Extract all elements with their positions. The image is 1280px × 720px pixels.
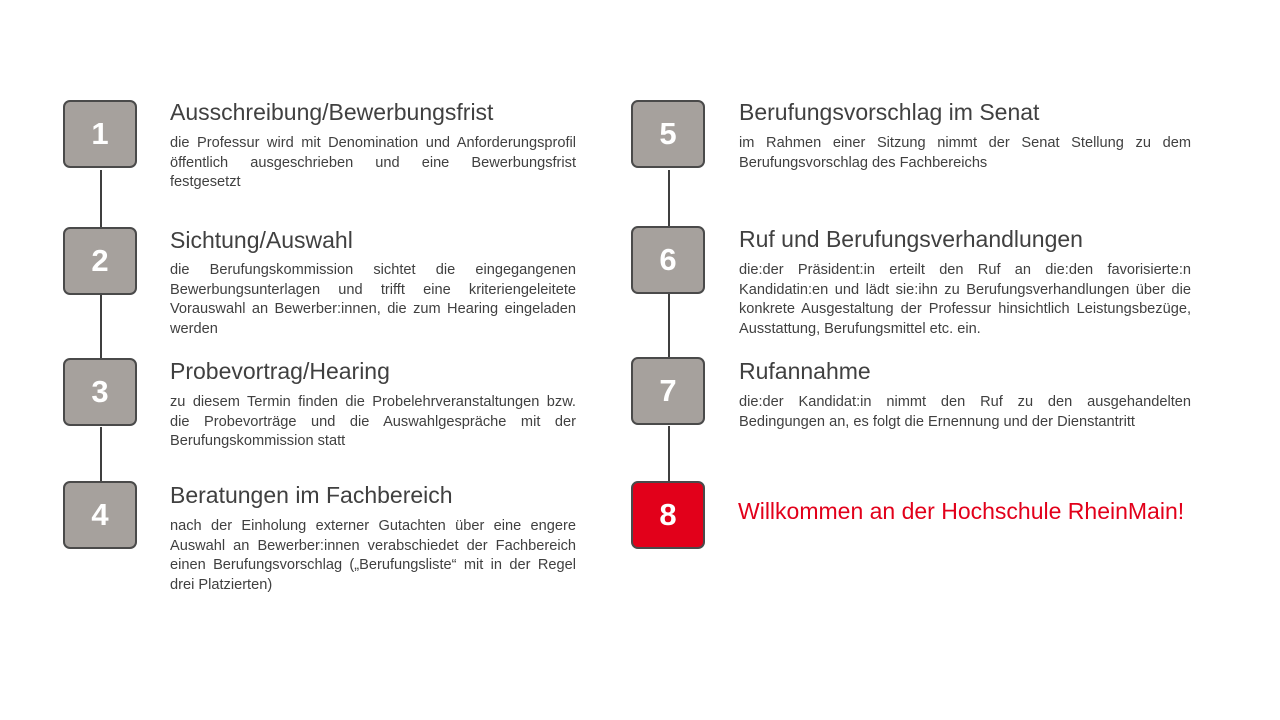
connector-6-7 [668, 294, 670, 357]
step-number-box-6: 6 [631, 226, 705, 294]
step-text-5: im Rahmen einer Sitzung nimmt der Senat Stellung zu dem Berufungsvorschlag des Fachbereichs [739, 135, 1191, 171]
step-title-4: Beratungen im Fachbereich [170, 482, 453, 508]
step-number-box-4: 4 [63, 481, 137, 549]
step-title-2: Sichtung/Auswahl [170, 227, 353, 253]
step-text-2: die Berufungskommission sichtet die eingegangenen Bewerbungsunterlagen und trifft eine kriteriengeleitete Vorauswahl an Bewerber:innen, die zum Hearing eingeladen werden [170, 262, 576, 337]
step-text-3: zu diesem Termin finden die Probelehrveranstaltungen bzw. die Probevorträge und die Auswahlgespräche mit der Berufungskommission statt [170, 394, 576, 450]
connector-7-8 [668, 426, 670, 481]
step-title-1: Ausschreibung/Bewerbungsfrist [170, 99, 494, 125]
step-number-box-5: 5 [631, 100, 705, 168]
step-title-3: Probevortrag/Hearing [170, 358, 390, 384]
connector-3-4 [100, 427, 102, 481]
step-number-box-2: 2 [63, 227, 137, 295]
connector-1-2 [100, 170, 102, 227]
step-text-4: nach der Einholung externer Gutachten über eine engere Auswahl an Bewerber:innen verabschiedet der Fachbereich einen Berufungsvorschlag („Berufungsliste“ mit in der Regel drei Platzierten) [170, 518, 576, 593]
step-title-5: Berufungsvorschlag im Senat [739, 99, 1040, 125]
step-text-6: die:der Präsident:in erteilt den Ruf an die:den favorisierte:n Kandidatin:en und lädt sie:ihn zu Berufungsverhandlungen über die konkrete Ausgestaltung der Professur hinsichtlich Leistungsbezüge, Ausstattung, Berufungsmittel etc. ein. [739, 262, 1191, 337]
step-title-7: Rufannahme [739, 358, 871, 384]
step-text-7: die:der Kandidat:in nimmt den Ruf zu den ausgehandelten Bedingungen an, es folgt die Ernennung und der Dienstantritt [739, 394, 1191, 430]
step-number-box-3: 3 [63, 358, 137, 426]
step-text-1: die Professur wird mit Denomination und Anforderungsprofil öffentlich ausgeschrieben und eine Bewerbungsfrist festgesetzt [170, 135, 576, 191]
step-number-box-1: 1 [63, 100, 137, 168]
welcome-message: Willkommen an der Hochschule RheinMain! [738, 498, 1185, 524]
connector-2-3 [100, 295, 102, 358]
step-title-6: Ruf und Berufungsverhandlungen [739, 226, 1083, 252]
step-number-box-8: 8 [631, 481, 705, 549]
step-number-box-7: 7 [631, 357, 705, 425]
connector-5-6 [668, 170, 670, 226]
